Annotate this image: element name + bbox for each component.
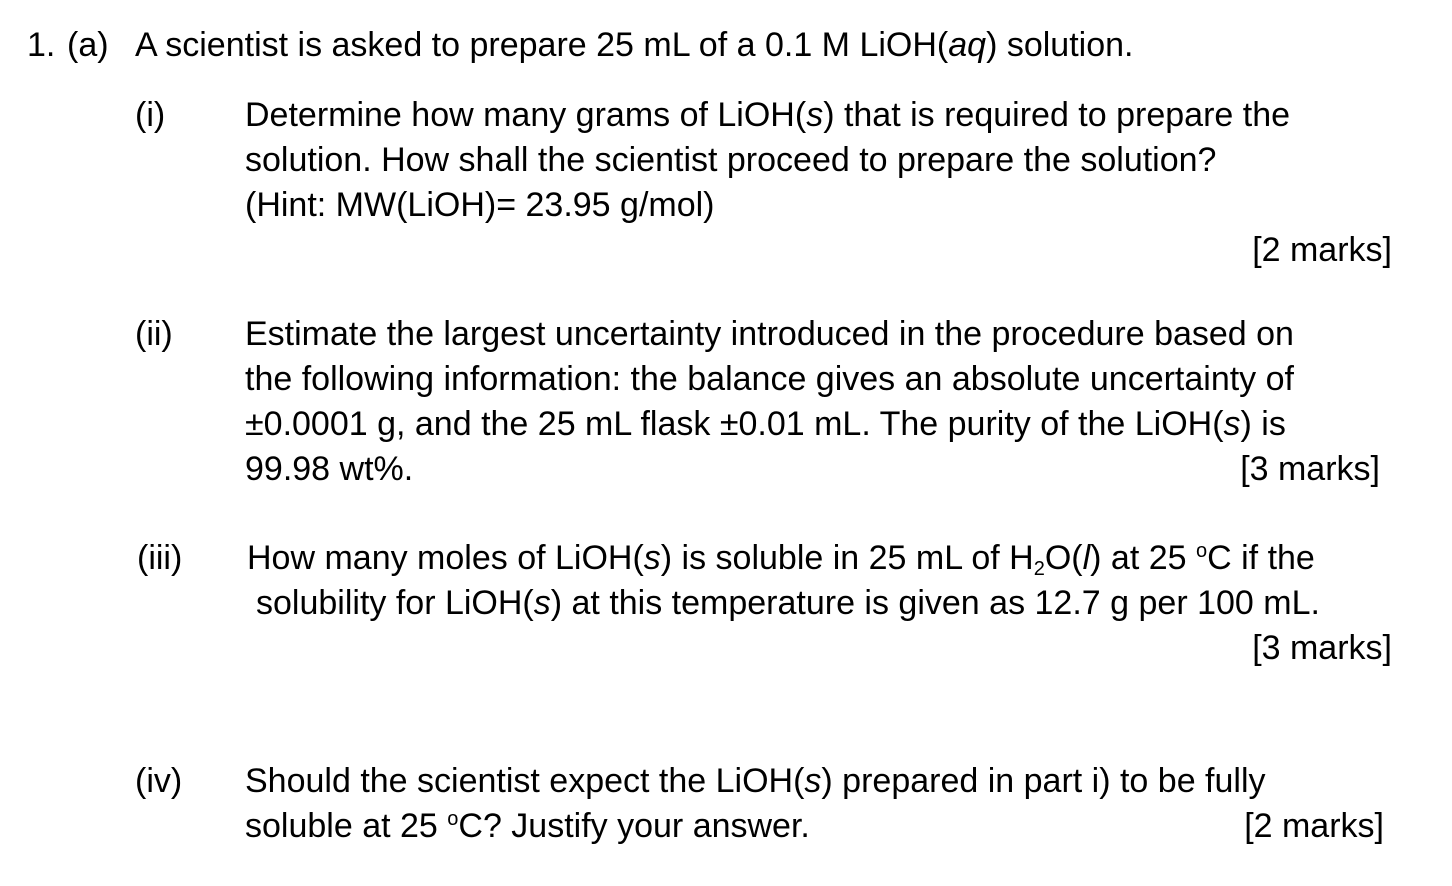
subpart-iii-line-1: How many moles of LiOH(s) is soluble in 25 mL of $H_2O(l)$ at 25 $^o$C if the xyxy=(247,539,1315,580)
subpart-iii-marks: [3 marks] xyxy=(1252,629,1392,667)
question-part-label: (a) xyxy=(67,26,109,64)
subpart-label-iv: (iv) xyxy=(135,762,183,800)
subpart-ii-line-1: Estimate the largest uncertainty introduced in the procedure based on xyxy=(245,315,1294,353)
subpart-ii-line-2: the following information: the balance gives an absolute uncertainty of xyxy=(245,360,1294,398)
question-number: 1. xyxy=(27,26,56,64)
subpart-ii-line-4: 99.98 wt%. xyxy=(245,450,414,488)
subpart-ii-line-3: ±0.0001 g, and the 25 mL flask ±0.01 mL. The purity of the LiOH(s) is xyxy=(245,405,1286,443)
question-stem: A scientist is asked to prepare 25 mL of a 0.1 M LiOH(aq) solution. xyxy=(135,26,1134,64)
subpart-i-line-2: solution. How shall the scientist proceed to prepare the solution? xyxy=(245,141,1217,179)
subpart-label-ii: (ii) xyxy=(135,315,173,353)
subpart-label-iii: (iii) xyxy=(137,539,183,577)
subpart-iv-line-2: soluble at 25 $^o$C? Justify your answer. xyxy=(245,807,810,845)
subpart-iv-line-1: Should the scientist expect the LiOH(s) prepared in part i) to be fully xyxy=(245,762,1266,800)
subpart-label-i: (i) xyxy=(135,96,166,134)
subpart-i-line-1: Determine how many grams of LiOH(s) that is required to prepare the xyxy=(245,96,1291,134)
subpart-i-line-3: (Hint: MW(LiOH)= 23.95 g/mol) xyxy=(245,186,715,224)
subpart-iii-line-2: solubility for LiOH(s) at this temperature is given as 12.7 g per 100 mL. xyxy=(256,584,1320,622)
subpart-i-marks: [2 marks] xyxy=(1252,231,1392,269)
subpart-ii-marks: [3 marks] xyxy=(1240,450,1380,488)
subpart-iv-marks: [2 marks] xyxy=(1244,807,1384,845)
